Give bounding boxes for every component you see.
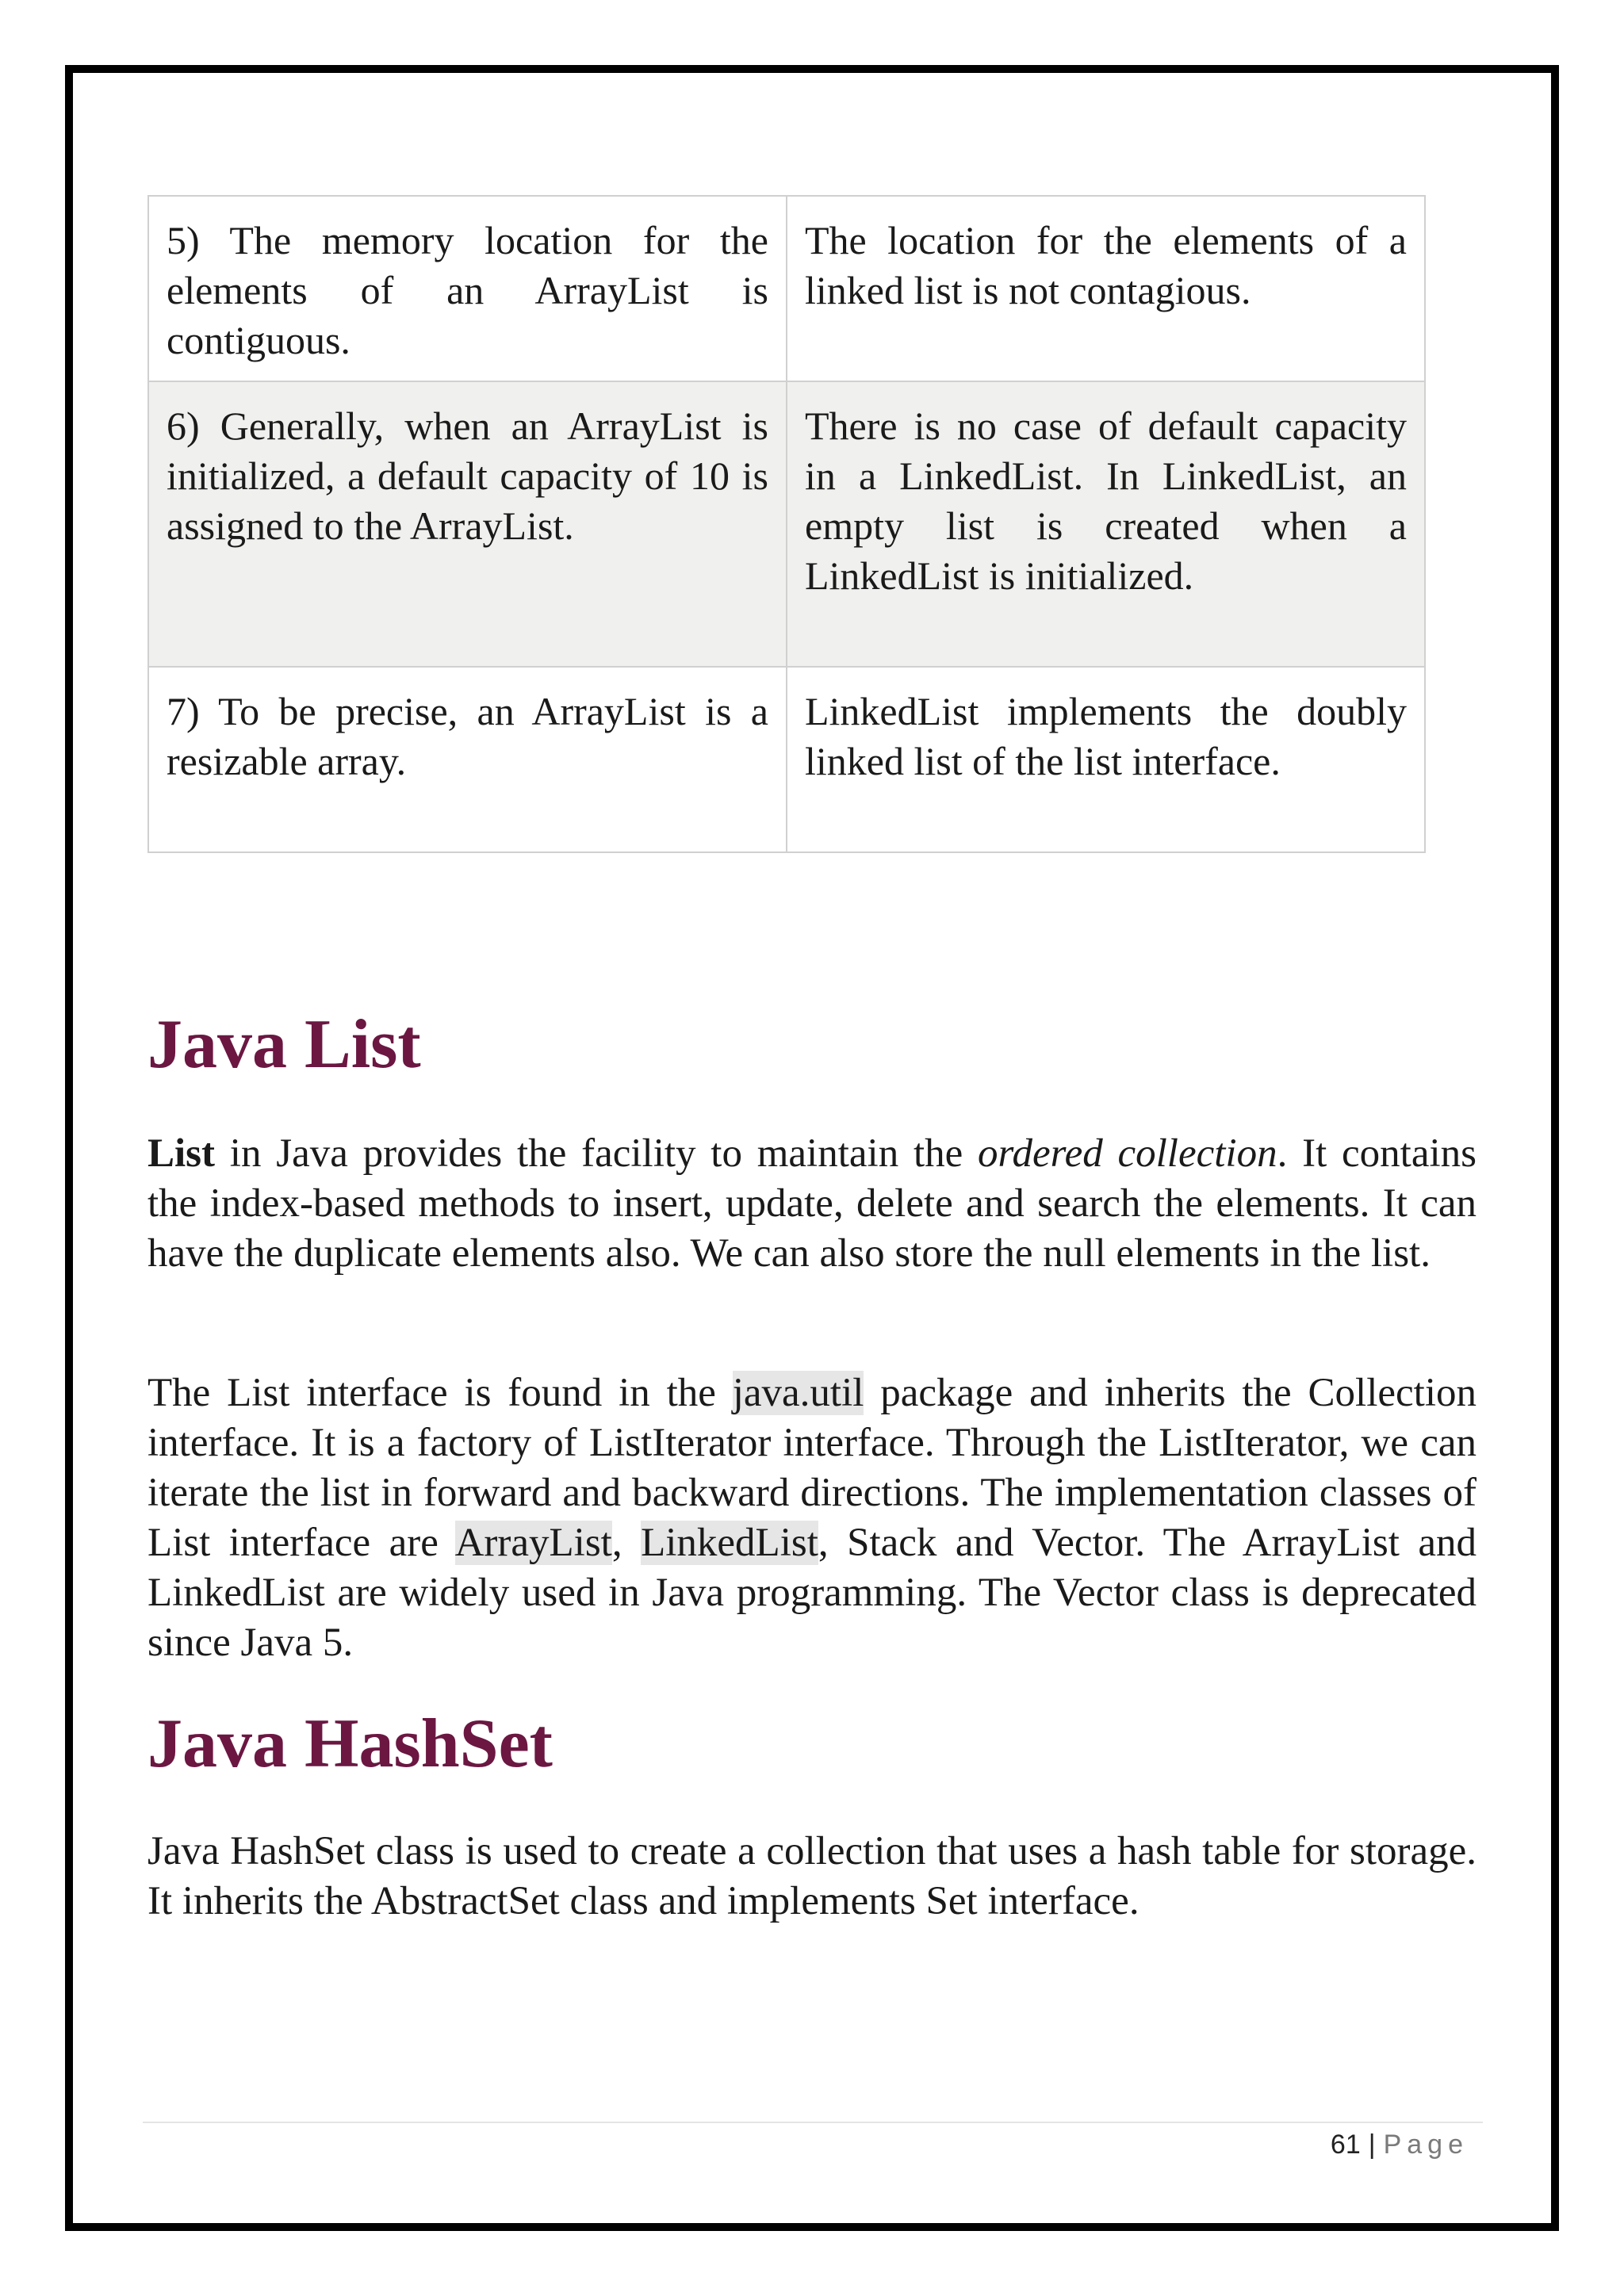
section-heading-java-hashset: Java HashSet [147, 1705, 553, 1782]
table-row [148, 381, 1425, 667]
link-linkedlist[interactable]: LinkedList [641, 1521, 818, 1565]
footer-divider [143, 2122, 1483, 2123]
page-number: 61 [1330, 2130, 1361, 2160]
table-cell-left: 5) The memory location for the elements of an ArrayList is contiguous. [148, 196, 787, 381]
page-footer [1331, 2130, 1469, 2160]
table-cell-right: The location for the elements of a linked list is not contagious. [787, 196, 1425, 381]
bold-term: List [147, 1131, 216, 1176]
footer-separator: | [1368, 2130, 1376, 2160]
section-heading-java-list: Java List [147, 1006, 421, 1083]
table-row [148, 196, 1425, 381]
table-cell-right: LinkedList implements the doubly linked list of the list interface. [787, 667, 1425, 852]
link-java-util[interactable]: java.util [732, 1371, 864, 1415]
table-cell-left: 7) To be precise, an ArrayList is a resizable array. [148, 667, 787, 852]
page-label: Page [1383, 2130, 1469, 2160]
table-cell-right: There is no case of default capacity in a LinkedList. In LinkedList, an empty list is created when a LinkedList is initialized. [787, 381, 1425, 667]
comparison-table [147, 195, 1426, 853]
java-list-paragraph-2: The List interface is found in the java.util package and inherits the Collection interface. It is a factory of ListIterator interface. Through the ListIterator, we can iterate the list in forward and backward directions. The implementation classes of List interface are ArrayList, LinkedList, Stack and Vector. The ArrayList and LinkedList are widely used in Java programming. The Vector class is deprecated since Java 5. [147, 1371, 1477, 1665]
link-arraylist[interactable]: ArrayList [454, 1521, 612, 1565]
java-hashset-paragraph: Java HashSet class is used to create a collection that uses a hash table for storage. It inherits the AbstractSet class and implements Set interface. [147, 1829, 1477, 1923]
table-row [148, 667, 1425, 852]
table-cell-left: 6) Generally, when an ArrayList is initialized, a default capacity of 10 is assigned to the ArrayList. [148, 381, 787, 667]
java-list-paragraph-1: List in Java provides the facility to maintain the ordered collection. It contains the index-based methods to insert, update, delete and search the elements. It can have the duplicate elements also. We can also store the null elements in the list. [147, 1131, 1477, 1276]
italic-term: ordered collection [978, 1131, 1277, 1176]
